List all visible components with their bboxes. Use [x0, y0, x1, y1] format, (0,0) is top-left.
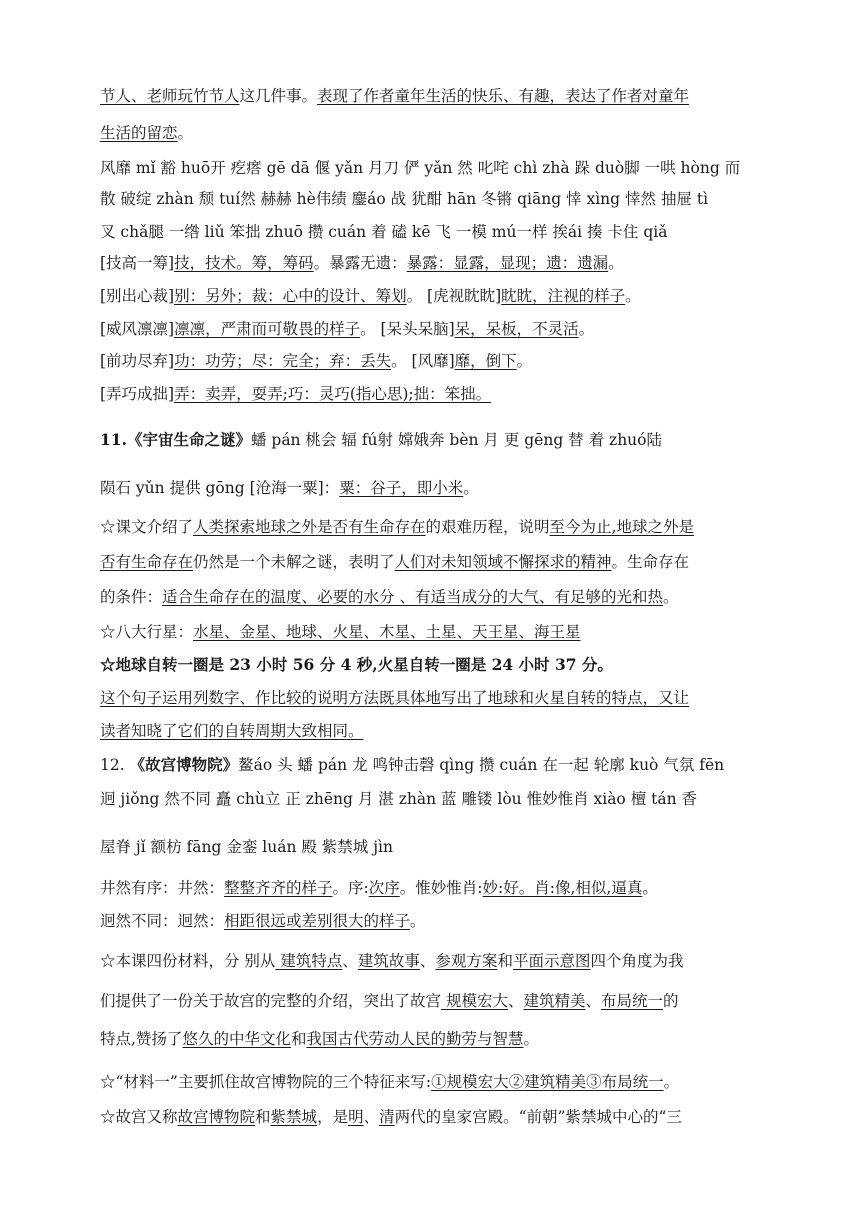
text-line: [100, 585, 764, 609]
text-segment: [威风凛凛]: [100, 320, 175, 338]
text-segment: 。: [642, 879, 658, 897]
text-segment: 的: [663, 992, 679, 1010]
underlined-text: 至今为止,地球之外是: [549, 518, 694, 536]
text-segment: 。: [177, 124, 194, 142]
underlined-text: 整整齐齐的样子: [224, 879, 333, 897]
text-line: [100, 1027, 764, 1051]
underlined-text: 这个句子运用列数字、作比较的说明方法既具体地写出了地球和火星自转的特点，又让: [100, 689, 690, 707]
text-line: [100, 835, 764, 859]
text-segment: [弄巧成拙]: [100, 385, 175, 403]
underlined-text: 凛凛，严肃而可敬畏的样子: [174, 320, 361, 338]
underlined-text: 参观方案: [435, 952, 498, 970]
text-line: [100, 989, 764, 1013]
text-segment: 。 [风靡]: [391, 352, 455, 370]
underlined-text: 粟：谷子，即小米: [339, 479, 464, 497]
text-line: [100, 121, 764, 145]
bold-text: 《故宫博物院》: [129, 755, 239, 774]
text-segment: 、: [507, 992, 524, 1010]
underlined-text: 适合生命存在的温度、必要的水分 、有适当成分的大气、有足够的光和热: [162, 588, 663, 606]
text-line: [100, 1105, 764, 1129]
text-segment: 、: [585, 992, 601, 1010]
text-segment: 陨石 yǔn 提供 gōng [沧海一粟]：: [100, 479, 340, 497]
text-line: [100, 515, 764, 539]
text-segment: 。: [662, 588, 679, 606]
text-segment: 。生命存在: [611, 553, 690, 571]
text-segment: [别出心裁]: [100, 287, 175, 305]
text-line: [100, 428, 764, 452]
text-segment: 、: [363, 1108, 380, 1126]
underlined-text: 妙:好。肖:像,相似,逼真: [482, 879, 643, 897]
text-segment: 风靡 mǐ 豁 huō开 疙瘩 gē dā 偃 yǎn 月刀 俨 yǎn 然 叱咤 chì zhà 跺 duò脚 一哄 hòng 而: [100, 159, 741, 177]
text-segment: 鳌áo 头 蟠 pán 龙 鸣钟击磬 qìng 攒 cuán 在一起 轮廓 kuò 气氛 fēn: [238, 756, 725, 774]
text-segment: 叉 chǎ腿 一绺 liǔ 笨拙 zhuō 攒 cuán 着 磕 kē 飞 一模 mú一样 挨ái 揍 卡住 qiǎ: [100, 223, 668, 241]
underlined-text: 弄：卖弄，耍弄;巧：灵巧(指心思);拙：笨拙。: [174, 385, 492, 403]
text-segment: [技高一筹]: [100, 254, 175, 272]
text-line: [100, 284, 764, 308]
text-line: [100, 719, 764, 743]
text-segment: 。: [463, 479, 479, 497]
underlined-text: 节人、老师玩竹节人: [100, 87, 240, 105]
text-segment: 。: [410, 912, 426, 930]
text-line: [100, 156, 764, 180]
text-segment: 仍然是一个未解之谜，表明了: [193, 553, 395, 571]
text-segment: 。: [663, 1073, 680, 1091]
underlined-text: 人们对未知领域不懈探求的精神: [394, 553, 612, 571]
text-segment: 。暴露无遗：: [313, 254, 407, 272]
text-segment: 两代的皇家宫殿。“前朝”紫禁城中心的“三: [394, 1108, 682, 1126]
text-line: [100, 382, 764, 406]
underlined-text: 建筑精美: [523, 992, 586, 1010]
underlined-text: 紫禁城: [270, 1108, 318, 1126]
text-line: [100, 753, 764, 777]
text-segment: 四个角度为我: [590, 952, 684, 970]
text-segment: 的艰难历程，说明: [425, 518, 550, 536]
text-segment: 。 [虎视眈眈]: [406, 287, 502, 305]
text-line: [100, 251, 764, 275]
text-segment: 。: [625, 287, 641, 305]
underlined-text: 生活的留恋: [100, 124, 178, 142]
underlined-text: 相距很远或差别很大的样子: [224, 912, 411, 930]
underlined-text: 明: [348, 1108, 364, 1126]
text-segment: 和: [497, 952, 513, 970]
text-line: [100, 550, 764, 574]
text-line: [100, 909, 764, 933]
text-line: [100, 349, 764, 373]
text-line: [100, 876, 764, 900]
text-segment: 、: [342, 952, 358, 970]
text-line: [100, 949, 764, 973]
text-line: [100, 686, 764, 710]
text-segment: 们提供了一份关于故宫的完整的介绍，突出了故宫: [100, 992, 442, 1010]
text-segment: 。: [523, 1030, 539, 1048]
underlined-text: 建筑特点: [275, 952, 343, 970]
underlined-text: 靡，倒下: [454, 352, 517, 370]
text-line: [100, 653, 764, 677]
text-line: [100, 317, 764, 341]
underlined-text: 别：另外；裁：心中的设计、筹划: [174, 287, 407, 305]
underlined-text: 技，技术。筹，筹码: [174, 254, 314, 272]
underlined-text: 人类探索地球之外是否有生命存在: [193, 518, 426, 536]
text-segment: 这几件事。: [239, 87, 318, 105]
underlined-text: 我国古代劳动人民的勤劳与智慧: [306, 1030, 524, 1048]
underlined-text: 故宫博物院: [177, 1108, 256, 1126]
text-segment: 迥然不同：迥然：: [100, 912, 225, 930]
underlined-text: 表现了作者童年生活的快乐、有趣，表达了作者对童年: [317, 87, 690, 105]
text-segment: 。: [608, 254, 624, 272]
bold-text: ☆地球自转一圈是 23 小时 56 分 4 秒,火星自转一圈是 24 小时 37 分。: [100, 655, 613, 674]
text-segment: 。 [呆头呆脑]: [360, 320, 455, 338]
underlined-text: 规模宏大: [441, 992, 508, 1010]
text-segment: 的条件：: [100, 588, 163, 606]
text-line: [100, 620, 764, 644]
underlined-text: 水星、金星、地球、火星、木星、土星、天王星、海王星: [193, 623, 581, 641]
underlined-text: 呆，呆板，不灵活: [454, 320, 579, 338]
text-line: [100, 84, 764, 108]
underlined-text: 建筑故事: [357, 952, 420, 970]
bold-text: 11.《宇宙生命之谜》: [100, 430, 251, 449]
underlined-text: 悠久的中华文化: [182, 1030, 291, 1048]
text-segment: ☆课文介绍了: [100, 518, 194, 536]
underlined-text: ①规模宏大②建筑精美③布局统一: [431, 1073, 664, 1091]
underlined-text: 布局统一: [601, 992, 664, 1010]
text-segment: ，是: [317, 1108, 349, 1126]
text-segment: 和: [255, 1108, 271, 1126]
text-segment: 蟠 pán 桃会 辐 fú射 嫦娥奔 bèn 月 更 gēng 替 着 zhuó陆: [250, 431, 662, 449]
underlined-text: 清: [379, 1108, 395, 1126]
text-segment: 、: [419, 952, 436, 970]
text-line: [100, 220, 764, 244]
text-segment: 。序:: [332, 879, 369, 897]
text-segment: [前功尽弃]: [100, 352, 175, 370]
underlined-text: 平面示意图: [512, 952, 591, 970]
text-segment: 迥 jiǒng 然不同 矗 chù立 正 zhēng 月 湛 zhàn 蓝 雕镂 lòu 惟妙惟肖 xiào 檀 tán 香: [100, 790, 698, 808]
text-segment: 井然有序：井然：: [100, 879, 225, 897]
text-line: [100, 787, 764, 811]
underlined-text: 暴露：显露，显现；遗：遗漏: [406, 254, 609, 272]
text-segment: 。: [516, 352, 533, 370]
underlined-text: 读者知晓了它们的自转周期大致相同。: [100, 722, 364, 740]
text-line: [100, 476, 764, 500]
text-segment: ☆“材料一”主要抓住故宫博物院的三个特征来写:: [100, 1073, 432, 1091]
text-segment: ☆本课四份材料，分 别从: [100, 952, 276, 970]
text-segment: 。惟妙惟肖:: [399, 879, 483, 897]
text-segment: ☆故宫又称: [100, 1108, 178, 1126]
underlined-text: 功：功劳；尽：完全；弃：丢失: [174, 352, 392, 370]
text-segment: 。: [578, 320, 595, 338]
text-body: [100, 84, 764, 1129]
text-line: [100, 1070, 764, 1094]
text-segment: 特点,赞扬了: [100, 1030, 183, 1048]
underlined-text: 否有生命存在: [100, 553, 194, 571]
text-segment: ☆八大行星：: [100, 623, 194, 641]
text-segment: 屋脊 jǐ 额枋 fāng 金銮 luán 殿 紫禁城 jìn: [100, 838, 393, 856]
text-segment: 和: [290, 1030, 307, 1048]
text-segment: 12.: [100, 756, 130, 774]
text-segment: 散 破绽 zhàn 颓 tuí然 赫赫 hè伟绩 鏖áo 战 犹酣 hān 冬锵 qiāng 悻 xìng 悻然 抽屉 tì: [100, 190, 709, 208]
text-line: [100, 187, 764, 211]
underlined-text: 次序: [368, 879, 400, 897]
underlined-text: 眈眈，注视的样子: [501, 287, 626, 305]
